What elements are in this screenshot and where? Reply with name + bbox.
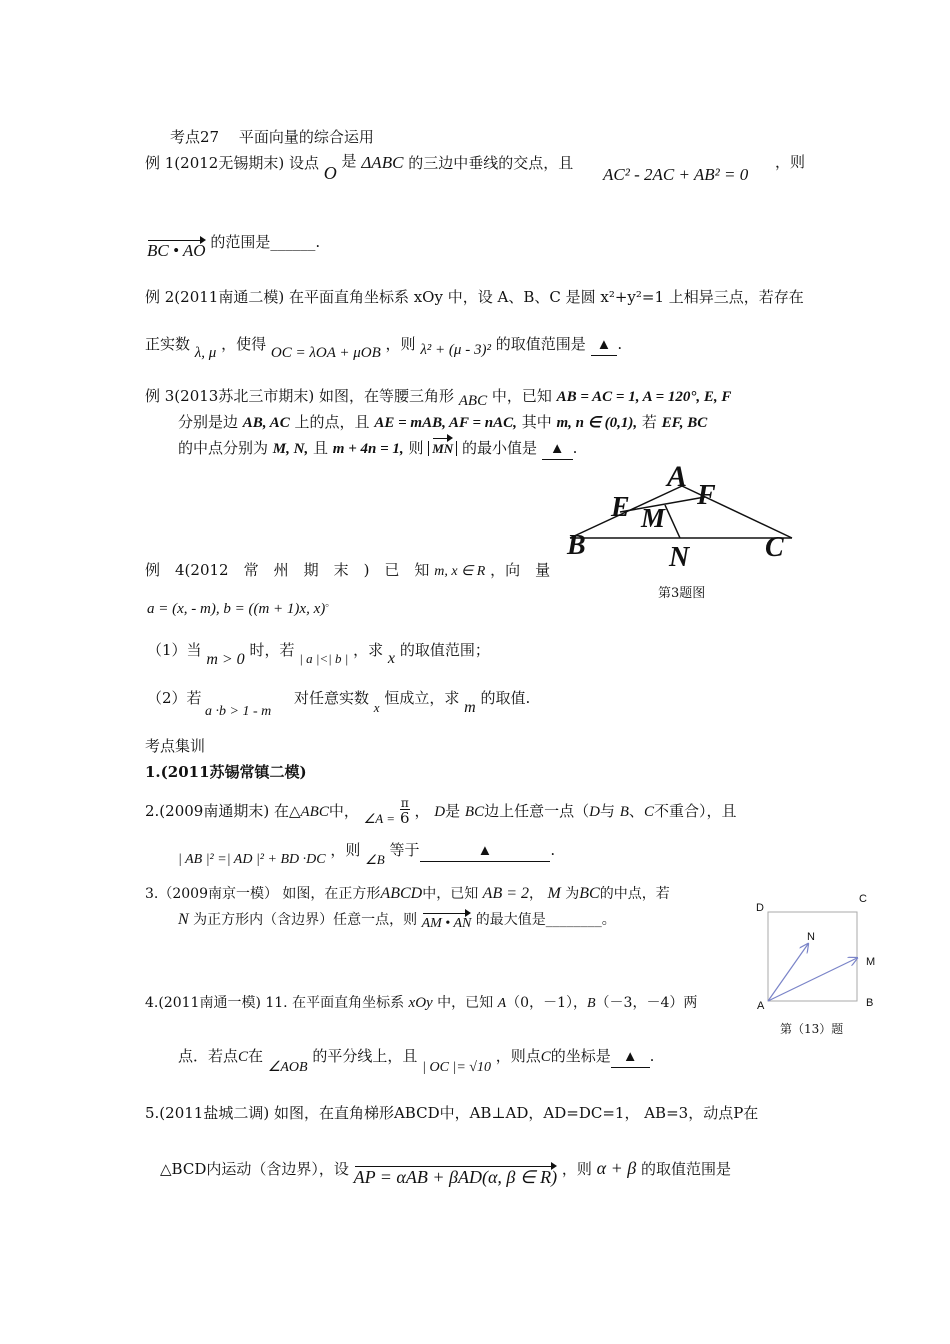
fig13-label-m: M: [866, 956, 876, 968]
p4-text-a: 4.(2011南通一模) 11. 在平面直角坐标系: [145, 995, 405, 1011]
ex3-text-b: 中，已知: [491, 387, 552, 405]
p2-equation: | AB |² =| AD |² + BD ·DC: [178, 852, 326, 867]
ex2-text-d: 的取值范围是: [495, 335, 586, 353]
fig13-label-n: N: [807, 931, 815, 943]
ex2-text-a: 正实数: [145, 335, 191, 353]
ex4-text-b: ，向 量: [490, 561, 551, 579]
square-abcd: [768, 912, 857, 1001]
ex3-condition-2: m + 4n = 1,: [332, 441, 404, 457]
ex4-mx: m, x ∈ R: [434, 564, 486, 579]
ex3-text-f: 若: [641, 413, 657, 431]
p2-angle-a: ∠A =: [363, 811, 396, 826]
p2-text-h: 与: [599, 802, 615, 820]
practice-title: 考点集训: [145, 737, 206, 755]
ex4-q1-d: ，求: [353, 641, 384, 659]
p4-text-g: 的平分线上，且: [312, 1047, 418, 1065]
p2-text-c: ，: [414, 802, 430, 820]
p2-c: C: [643, 804, 654, 820]
ex3-abc: ABC: [458, 393, 488, 409]
fig3-label-a: A: [667, 460, 688, 493]
vector-an-arrow: [768, 944, 808, 1001]
ex4-q2-m: m: [464, 699, 476, 716]
ex4-q2-inequality: a ·b > 1 - m: [205, 704, 272, 719]
p3-text-e: 的中点，若: [599, 886, 670, 902]
ex1-text-a: 例 1(2012无锡期末) 设点: [145, 154, 319, 172]
page-heading: 考点27 平面向量的综合运用: [170, 128, 374, 146]
p2-text-m: ，则: [330, 841, 361, 859]
ex4-q1-b: 时，若: [249, 641, 295, 659]
p5-equation: [354, 1167, 557, 1187]
p2-b: B: [619, 804, 629, 820]
fig3-label-e: E: [611, 492, 630, 523]
p3-text-a: 3.（2009南京一模） 如图，在正方形: [145, 886, 381, 902]
p2-end: .: [550, 841, 556, 859]
ex4-q1-m: m > 0: [206, 651, 245, 668]
p2-text-j: 、: [628, 802, 644, 820]
ex4-text-a: 例 4(2012 常 州 期 末 ) 已 知: [145, 561, 430, 579]
ex1-equation: AC² - 2AC + AB² = 0: [603, 165, 749, 184]
vector-bc-ao: BC • AO: [147, 241, 206, 260]
ex4-q1-x: x: [387, 650, 396, 667]
p3-n: N: [178, 911, 189, 928]
vector-mn: MN: [432, 439, 453, 459]
ex3-text-e: 其中: [521, 413, 552, 431]
vector-am-an: AM • AN: [422, 914, 472, 934]
p3-abcd: ABCD: [380, 885, 423, 902]
p3-text-c: ，: [529, 886, 544, 902]
ex2-expression: λ² + (μ - 3)²: [420, 342, 491, 358]
p3-ab: AB = 2: [482, 885, 530, 902]
fig3-caption: 第3题图: [658, 586, 706, 601]
p4-a: A: [497, 996, 507, 1011]
p4-angle-aob: ∠AOB: [267, 1060, 308, 1075]
ex2-oc-vector: OC = λOA + μOB: [270, 345, 381, 361]
example-2-line-1: 例 2(2011南通二模) 在平面直角坐标系 xOy 中，设 A、B、C 是圆 x²+y²=1 上相异三点，若存在: [145, 288, 804, 306]
p2-d2: D: [589, 804, 600, 820]
p2-abc: ABC: [300, 804, 329, 820]
ex3-vectors: AE = mAB, AF = nAC,: [374, 415, 517, 431]
ex4-q2-e: 的取值.: [480, 689, 531, 707]
ex4-q2-d: 恒成立，求: [384, 689, 460, 707]
ex3-text-g: 的中点分别为: [178, 439, 269, 457]
p2-text-f: 边上任意一点（: [484, 802, 590, 820]
p4-text-d: （－3，－4）两: [595, 995, 698, 1011]
ex1-is: 是: [341, 152, 357, 170]
p4-xoy: xOy: [408, 995, 433, 1011]
fig3-label-n: N: [669, 542, 690, 573]
p4-text-e: 点．若点: [178, 1047, 239, 1065]
fig13-label-d: D: [756, 902, 764, 914]
p2-d: D: [434, 804, 446, 820]
p2-text-b: 中，: [328, 802, 359, 820]
ex3-text-d: 上的点，且: [294, 413, 370, 431]
p4-text-i: 的坐标是: [550, 1047, 611, 1065]
p4-c2: C: [540, 1049, 551, 1065]
ex1-range: 的范围是______.: [210, 233, 321, 251]
practice-4-line-2: [178, 1046, 655, 1075]
p4-text-c: （0，－1），: [506, 995, 587, 1011]
practice-4-line-1: [145, 993, 697, 1014]
ex2-text-c: ，则: [385, 335, 416, 353]
p3-m: M: [547, 885, 561, 902]
ex2-text-b: ，使得: [221, 335, 267, 353]
ex3-text-h: 且: [313, 439, 329, 457]
vector-ap-eq: AP = αAB + βAD(α, β ∈ R): [353, 1167, 558, 1187]
p4-text-b: 中，已知: [437, 995, 494, 1011]
p5-text-c: ，则: [561, 1160, 592, 1178]
p2-answer-blank: ▲: [420, 841, 551, 862]
ex1-text-b: 的三边中垂线的交点，且: [408, 154, 574, 172]
p3-bc: BC: [579, 885, 600, 902]
p2-fraction-six: 6: [399, 809, 410, 827]
p4-answer-blank: ▲: [611, 1047, 650, 1068]
ex4-q2-b: 对任意实数: [294, 689, 370, 707]
p2-text-n: 等于: [389, 841, 420, 859]
p2-text-a: 2.(2009南通期末) 在△: [145, 802, 301, 820]
ex3-text-a: 例 3(2013苏北三市期末) 如图，在等腰三角形: [145, 387, 454, 405]
fig3-label-b: B: [567, 530, 586, 561]
ex2-lambda-mu: λ, μ: [194, 345, 217, 361]
ex4-q1-abs: | a |<| b |: [299, 651, 349, 666]
ex2-end: .: [617, 335, 623, 353]
ex4-vector-end: 。: [325, 598, 336, 609]
ex1-then: ，则: [775, 153, 806, 171]
p2-bc: BC: [464, 804, 485, 820]
fig13-label-b: B: [866, 997, 874, 1009]
practice-1: 1.(2011苏锡常镇二模): [145, 763, 307, 781]
p5-text-d: 的取值范围是: [640, 1160, 731, 1178]
ex2-answer-blank: ▲: [591, 335, 618, 356]
practice-5-line-2: [160, 1158, 731, 1187]
p4-end: .: [649, 1047, 655, 1065]
ex4-q1-e: 的取值范围；: [399, 641, 490, 659]
ex3-text-i: 则: [408, 439, 424, 457]
p2-angle-b: ∠B: [365, 852, 385, 867]
ex3-condition: AB = AC = 1, A = 120°, E, F: [556, 389, 732, 405]
p2-text-l: 不重合），且: [653, 802, 737, 820]
fig3-label-c: C: [765, 532, 784, 563]
ex3-answer-blank: ▲: [542, 439, 573, 460]
practice-5-line-1: 5.(2011盐城二调) 如图，在直角梯形ABCD中，AB⊥AD，AD=DC=1， AB=3，动点P在: [145, 1104, 759, 1122]
fig13-label-a: A: [757, 1000, 765, 1012]
ex3-end: .: [572, 439, 578, 457]
ex4-q2-x: x: [373, 700, 380, 715]
ex4-q1-a: （1）当: [147, 641, 202, 659]
p4-oc-abs: | OC |= √10: [422, 1060, 491, 1075]
ex3-midpoints: M, N,: [272, 441, 309, 457]
p2-text-e: 是: [445, 802, 461, 820]
vector-am-arrow: [768, 958, 857, 1001]
p3-text-d: 为: [565, 886, 580, 902]
ex3-sides: AB, AC: [242, 415, 290, 431]
ex3-mn-range: m, n ∈ (0,1),: [556, 415, 638, 431]
ex1-point-o: O: [323, 163, 337, 183]
fig3-label-f: F: [697, 480, 716, 511]
p4-text-f: 在: [248, 1047, 264, 1065]
fig13-caption: 第（13）题: [780, 1022, 844, 1036]
ex1-triangle: ΔABC: [361, 153, 404, 172]
p4-text-h: ，则点: [495, 1047, 541, 1065]
fig3-label-m: M: [641, 503, 666, 533]
p3-text-g: 的最大值是________。: [475, 912, 616, 928]
p3-text-f: 为正方形内（含边界）任意一点，则: [193, 912, 418, 928]
fig13-label-c: C: [859, 893, 867, 905]
ex3-text-c: 分别是边: [178, 413, 239, 431]
ex3-text-j: 的最小值是: [461, 439, 537, 457]
p2-fraction-pi: π: [400, 796, 409, 810]
ex3-ef-bc: EF, BC: [661, 415, 708, 431]
p5-alpha-beta: α + β: [596, 1158, 637, 1178]
p4-b: B: [586, 996, 596, 1011]
p4-c: C: [238, 1049, 249, 1065]
p5-text-b: △BCD内运动（含边界），设: [160, 1160, 349, 1178]
ex4-q2-a: （2）若: [147, 689, 202, 707]
ex4-vector-def: a = (x, - m), b = ((m + 1)x, x): [147, 601, 326, 617]
p3-text-b: 中，已知: [422, 886, 479, 902]
